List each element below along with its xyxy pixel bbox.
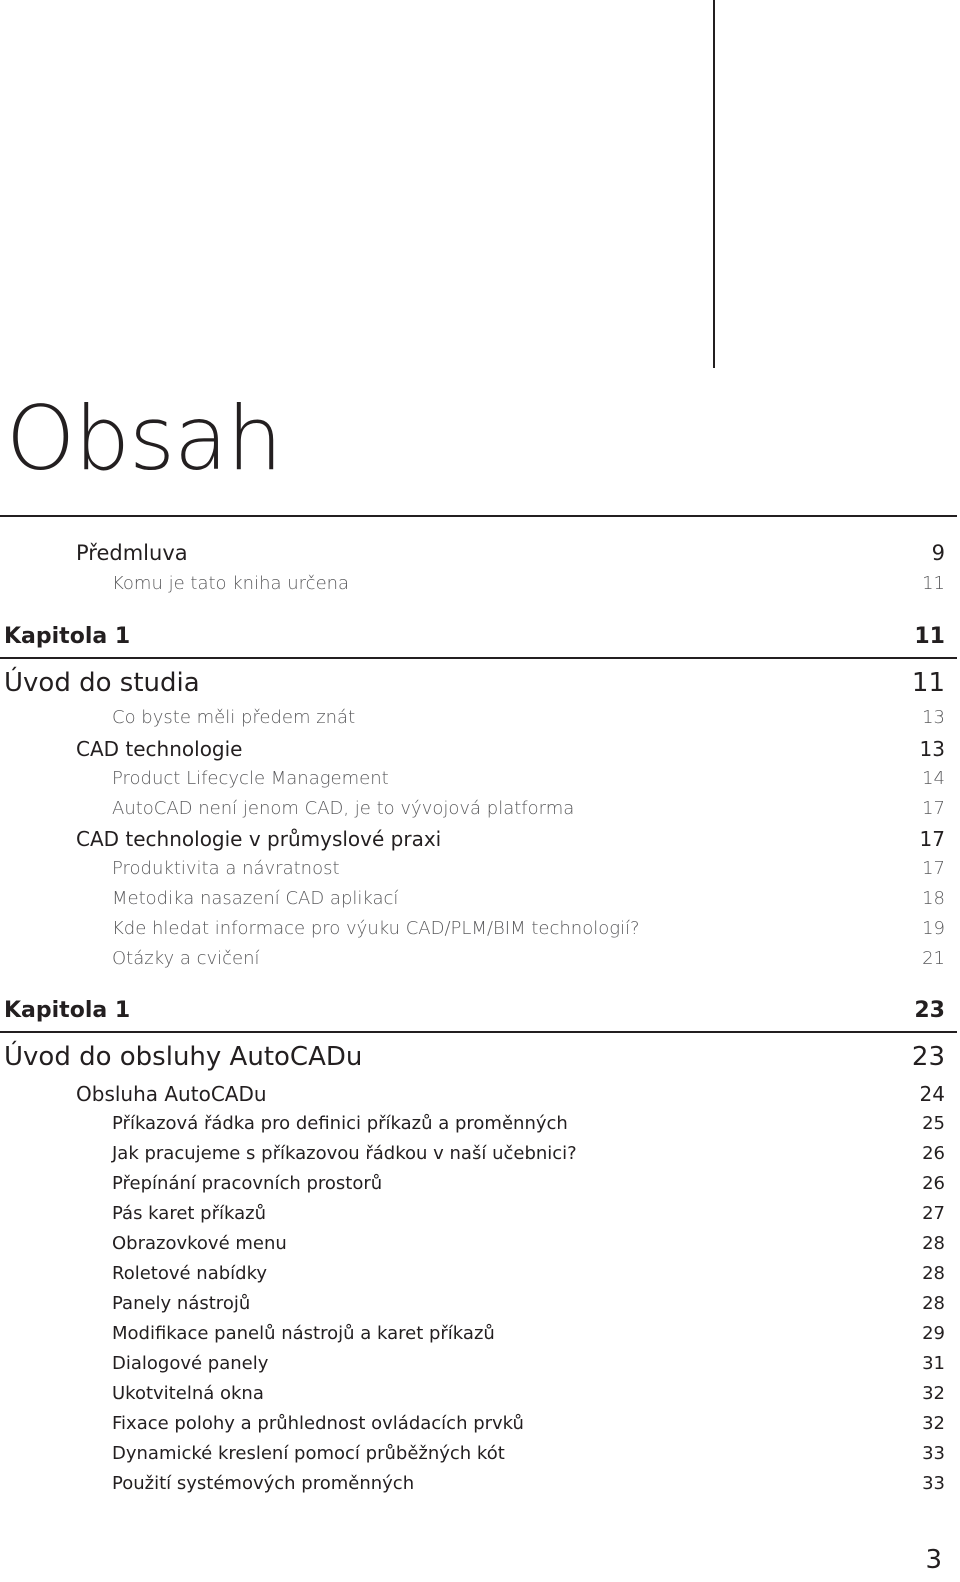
toc-entry[interactable] bbox=[0, 1263, 945, 1284]
crop-mark bbox=[713, 0, 715, 368]
toc-entry[interactable] bbox=[0, 768, 945, 789]
toc-entry-label: CAD technologie bbox=[76, 737, 243, 761]
toc-chapter-title-label: Úvod do studia bbox=[4, 668, 200, 698]
toc-entry-label: Jak pracujeme s příkazovou řádkou v naší učebnici? bbox=[112, 1143, 577, 1164]
toc-chapter-heading[interactable] bbox=[0, 624, 945, 649]
toc-entry-label: Product Lifecycle Management bbox=[112, 768, 389, 789]
toc-entry-label: Dialogové panely bbox=[112, 1353, 269, 1374]
toc-entry-page: 14 bbox=[922, 768, 945, 789]
toc-entry-label: Použití systémových proměnných bbox=[112, 1473, 415, 1494]
toc-entry-label: Předmluva bbox=[76, 541, 188, 565]
toc-entry-label: Kde hledat informace pro výuku CAD/PLM/BIM technologií? bbox=[112, 918, 640, 939]
toc-section[interactable] bbox=[0, 827, 945, 851]
toc-entry-page: 28 bbox=[922, 1233, 945, 1254]
toc-entry-label: AutoCAD není jenom CAD, je to vývojová platforma bbox=[112, 798, 575, 819]
toc-entry-page: 13 bbox=[922, 707, 945, 728]
toc-entry-page: 33 bbox=[922, 1443, 945, 1464]
toc-entry-label: Produktivita a návratnost bbox=[112, 858, 340, 879]
toc-entry-label: Metodika nasazení CAD aplikací bbox=[112, 888, 399, 909]
toc-entry-page: 32 bbox=[922, 1383, 945, 1404]
toc-entry-label: Dynamické kreslení pomocí průběžných kót bbox=[112, 1443, 505, 1464]
chapter-divider bbox=[0, 657, 957, 659]
toc-entry-page: 23 bbox=[914, 998, 945, 1023]
toc-entry-label: Roletové nabídky bbox=[112, 1263, 268, 1284]
toc-entry[interactable] bbox=[0, 1173, 945, 1194]
toc-entry-page: 32 bbox=[922, 1413, 945, 1434]
toc-entry[interactable] bbox=[0, 1113, 945, 1134]
toc-entry-page: 17 bbox=[919, 827, 945, 851]
toc-entry-page: 11 bbox=[922, 573, 945, 594]
toc-entry-label: Obsluha AutoCADu bbox=[76, 1082, 267, 1106]
toc-entry-page: 13 bbox=[919, 737, 945, 761]
toc-entry-label: Přepínání pracovních prostorů bbox=[112, 1173, 383, 1194]
chapter-divider bbox=[0, 1031, 957, 1033]
toc-entry[interactable] bbox=[0, 1473, 945, 1494]
toc-entry-page: 26 bbox=[922, 1143, 945, 1164]
toc-chapter-heading[interactable] bbox=[0, 998, 945, 1023]
title-divider bbox=[0, 515, 957, 517]
toc-entry-page: 21 bbox=[922, 948, 945, 969]
toc-entry-page: 18 bbox=[922, 888, 945, 909]
toc-chapter-title[interactable] bbox=[0, 1042, 945, 1072]
toc-entry-label: CAD technologie v průmyslové praxi bbox=[76, 827, 442, 851]
toc-entry[interactable] bbox=[0, 858, 945, 879]
toc-entry-label: Komu je tato kniha určena bbox=[112, 573, 350, 594]
toc-entry-label: Ukotvitelná okna bbox=[112, 1383, 264, 1404]
toc-entry-label: Obrazovkové menu bbox=[112, 1233, 287, 1254]
toc-chapter-title[interactable] bbox=[0, 668, 945, 698]
toc-entry[interactable] bbox=[0, 1353, 945, 1374]
toc-entry-label: Panely nástrojů bbox=[112, 1293, 251, 1314]
toc-entry-page: 24 bbox=[919, 1082, 945, 1106]
page-number: 3 bbox=[925, 1545, 942, 1575]
toc-entry-page: 28 bbox=[922, 1293, 945, 1314]
toc-entry-page: 11 bbox=[914, 624, 945, 649]
toc-entry[interactable] bbox=[0, 918, 945, 939]
toc-entry-label: Otázky a cvičení bbox=[112, 948, 260, 969]
toc-entry-page: 26 bbox=[922, 1173, 945, 1194]
toc-entry[interactable] bbox=[0, 707, 945, 728]
page-title: Obsah bbox=[6, 387, 282, 490]
toc-entry[interactable] bbox=[0, 1233, 945, 1254]
toc-entry-page: 11 bbox=[911, 668, 945, 698]
toc-entry[interactable] bbox=[0, 573, 945, 594]
toc-entry-label: Fixace polohy a průhlednost ovládacích prvků bbox=[112, 1413, 524, 1434]
toc-section[interactable] bbox=[0, 737, 945, 761]
toc-entry-page: 25 bbox=[922, 1113, 945, 1134]
toc-entry-label: Co byste měli předem znát bbox=[112, 707, 356, 728]
toc-entry-page: 23 bbox=[911, 1042, 945, 1072]
toc-entry-page: 29 bbox=[922, 1323, 945, 1344]
toc-chapter-title-label: Úvod do obsluhy AutoCADu bbox=[4, 1042, 363, 1072]
toc-entry-label: Modifikace panelů nástrojů a karet příkazů bbox=[112, 1323, 495, 1344]
toc-entry-page: 19 bbox=[922, 918, 945, 939]
toc-entry[interactable] bbox=[0, 798, 945, 819]
toc-entry[interactable] bbox=[0, 1323, 945, 1344]
toc-entry-label: Příkazová řádka pro definici příkazů a proměnných bbox=[112, 1113, 568, 1134]
toc-entry-page: 17 bbox=[922, 798, 945, 819]
toc-entry[interactable] bbox=[0, 1143, 945, 1164]
toc-entry[interactable] bbox=[0, 948, 945, 969]
toc-entry-page: 9 bbox=[931, 541, 945, 565]
toc-entry[interactable] bbox=[0, 1203, 945, 1224]
toc-entry-label: Pás karet příkazů bbox=[112, 1203, 266, 1224]
toc-entry[interactable] bbox=[0, 1293, 945, 1314]
toc-entry[interactable] bbox=[0, 888, 945, 909]
toc-entry-page: 31 bbox=[922, 1353, 945, 1374]
toc-entry-page: 27 bbox=[922, 1203, 945, 1224]
toc-entry[interactable] bbox=[0, 1413, 945, 1434]
toc-chapter-label: Kapitola 1 bbox=[4, 998, 131, 1023]
toc-entry-page: 28 bbox=[922, 1263, 945, 1284]
toc-chapter-label: Kapitola 1 bbox=[4, 624, 131, 649]
toc-section[interactable] bbox=[0, 1082, 945, 1106]
toc-entry-page: 17 bbox=[922, 858, 945, 879]
toc-entry[interactable] bbox=[0, 1443, 945, 1464]
toc-entry-preface[interactable] bbox=[0, 541, 945, 565]
toc-entry-page: 33 bbox=[922, 1473, 945, 1494]
toc-entry[interactable] bbox=[0, 1383, 945, 1404]
